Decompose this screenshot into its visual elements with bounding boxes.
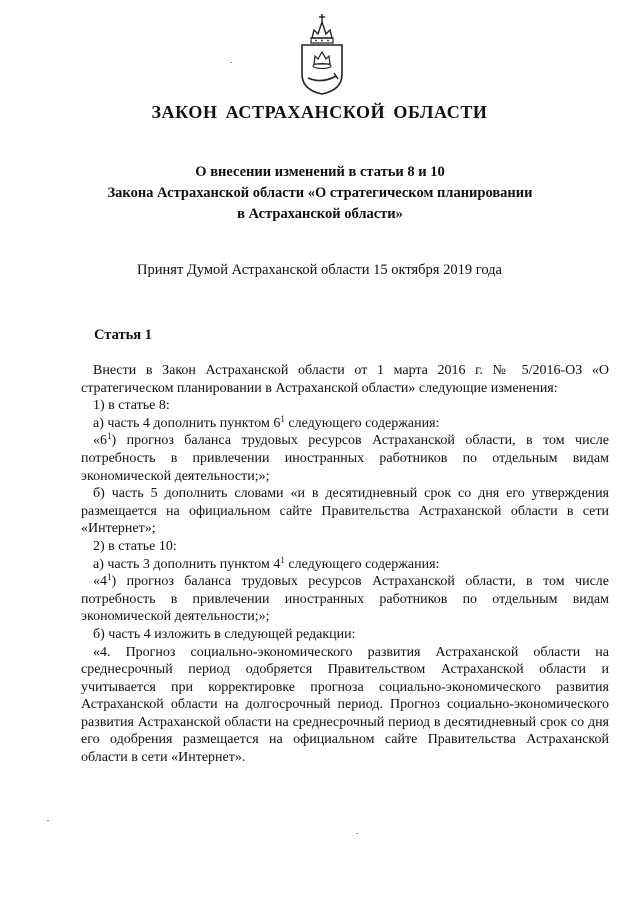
list-item: 1) в статье 8: xyxy=(93,398,170,414)
law-subject xyxy=(60,162,580,225)
quote-text: «4 xyxy=(93,574,107,590)
scan-speck xyxy=(47,820,49,821)
list-item-text: а) часть 4 дополнить пунктом 6 xyxy=(93,415,281,431)
quote-text: ) прогноз баланса трудовых ресурсов Астраханской области, в том числе потребность в привлечении иностранных работников по отдельным видам экономической деятельности;»; xyxy=(81,574,609,625)
superscript: 1 xyxy=(280,554,285,565)
superscript: 1 xyxy=(107,572,112,583)
subject-line: в Астраханской области» xyxy=(237,206,403,222)
quoted-amendment: «4. Прогноз социально-экономического развития Астраханской области на среднесрочный период одобряется Правительством Астраханской области и учитывается при корректировке прогноза социально-экономического развития Астраханской области на долгосрочный период. Прогноз социально-экономического развития Астраханской области на среднесрочный период в десятидневный срок со дня его одобрения размещается на официальном сайте Правительства Астраханской области в сети «Интернет». xyxy=(81,644,609,766)
scan-speck xyxy=(356,833,358,834)
adoption-note: Принят Думой Астраханской области 15 октября 2019 года xyxy=(137,262,502,278)
superscript: 1 xyxy=(280,413,285,424)
list-item: б) часть 5 дополнить словами «и в десятидневный срок со дня его утверждения размещается на официальном сайте Правительства Астраханской области в сети «Интернет»; xyxy=(81,486,609,537)
article-body xyxy=(81,362,609,767)
list-item: 2) в статье 10: xyxy=(93,538,177,554)
list-item: б) часть 4 изложить в следующей редакции: xyxy=(93,626,356,642)
coat-of-arms-emblem xyxy=(298,12,346,96)
quote-text: «6 xyxy=(93,433,107,449)
list-item-text: следующего содержания: xyxy=(284,556,440,572)
superscript: 1 xyxy=(107,431,112,442)
quoted-amendment xyxy=(81,432,609,485)
list-item-text: следующего содержания: xyxy=(284,415,440,431)
law-title: ЗАКОН АСТРАХАНСКОЙ ОБЛАСТИ xyxy=(151,102,488,122)
subject-line: О внесении изменений в статьи 8 и 10 xyxy=(195,164,445,180)
list-item xyxy=(81,415,609,433)
list-item-text: а) часть 3 дополнить пунктом 4 xyxy=(93,556,281,572)
scan-speck xyxy=(230,62,232,63)
subject-line: Закона Астраханской области «О стратегическом планировании xyxy=(107,185,533,201)
quoted-amendment xyxy=(81,573,609,626)
article-intro: Внести в Закон Астраханской области от 1 марта 2016 г. № 5/2016-ОЗ «О стратегическом планировании в Астраханской области» следующие изменения: xyxy=(81,363,609,396)
list-item xyxy=(81,556,609,574)
quote-text: ) прогноз баланса трудовых ресурсов Астраханской области, в том числе потребность в привлечении иностранных работников по отдельным видам экономической деятельности;»; xyxy=(81,433,609,484)
article-heading: Статья 1 xyxy=(94,327,152,343)
